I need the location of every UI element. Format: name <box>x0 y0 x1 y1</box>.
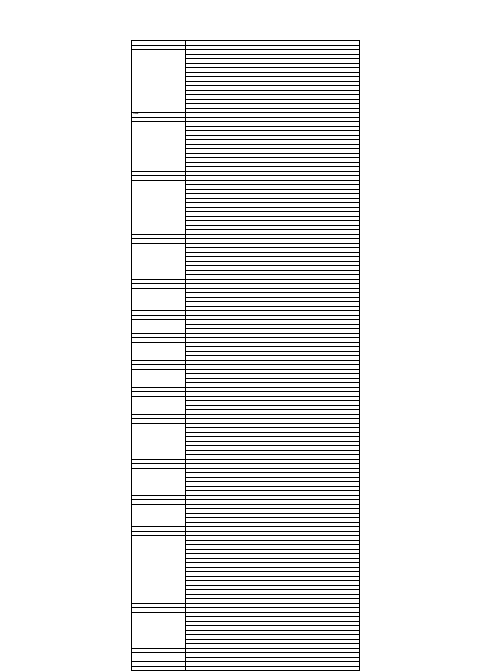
table-row <box>132 666 360 671</box>
data-table <box>131 40 360 671</box>
spreadsheet-page <box>131 39 359 671</box>
table-body <box>132 41 360 671</box>
row-label-cell: Total <box>132 113 186 118</box>
row-label-cell <box>132 666 186 671</box>
row-value-cell <box>186 666 360 671</box>
